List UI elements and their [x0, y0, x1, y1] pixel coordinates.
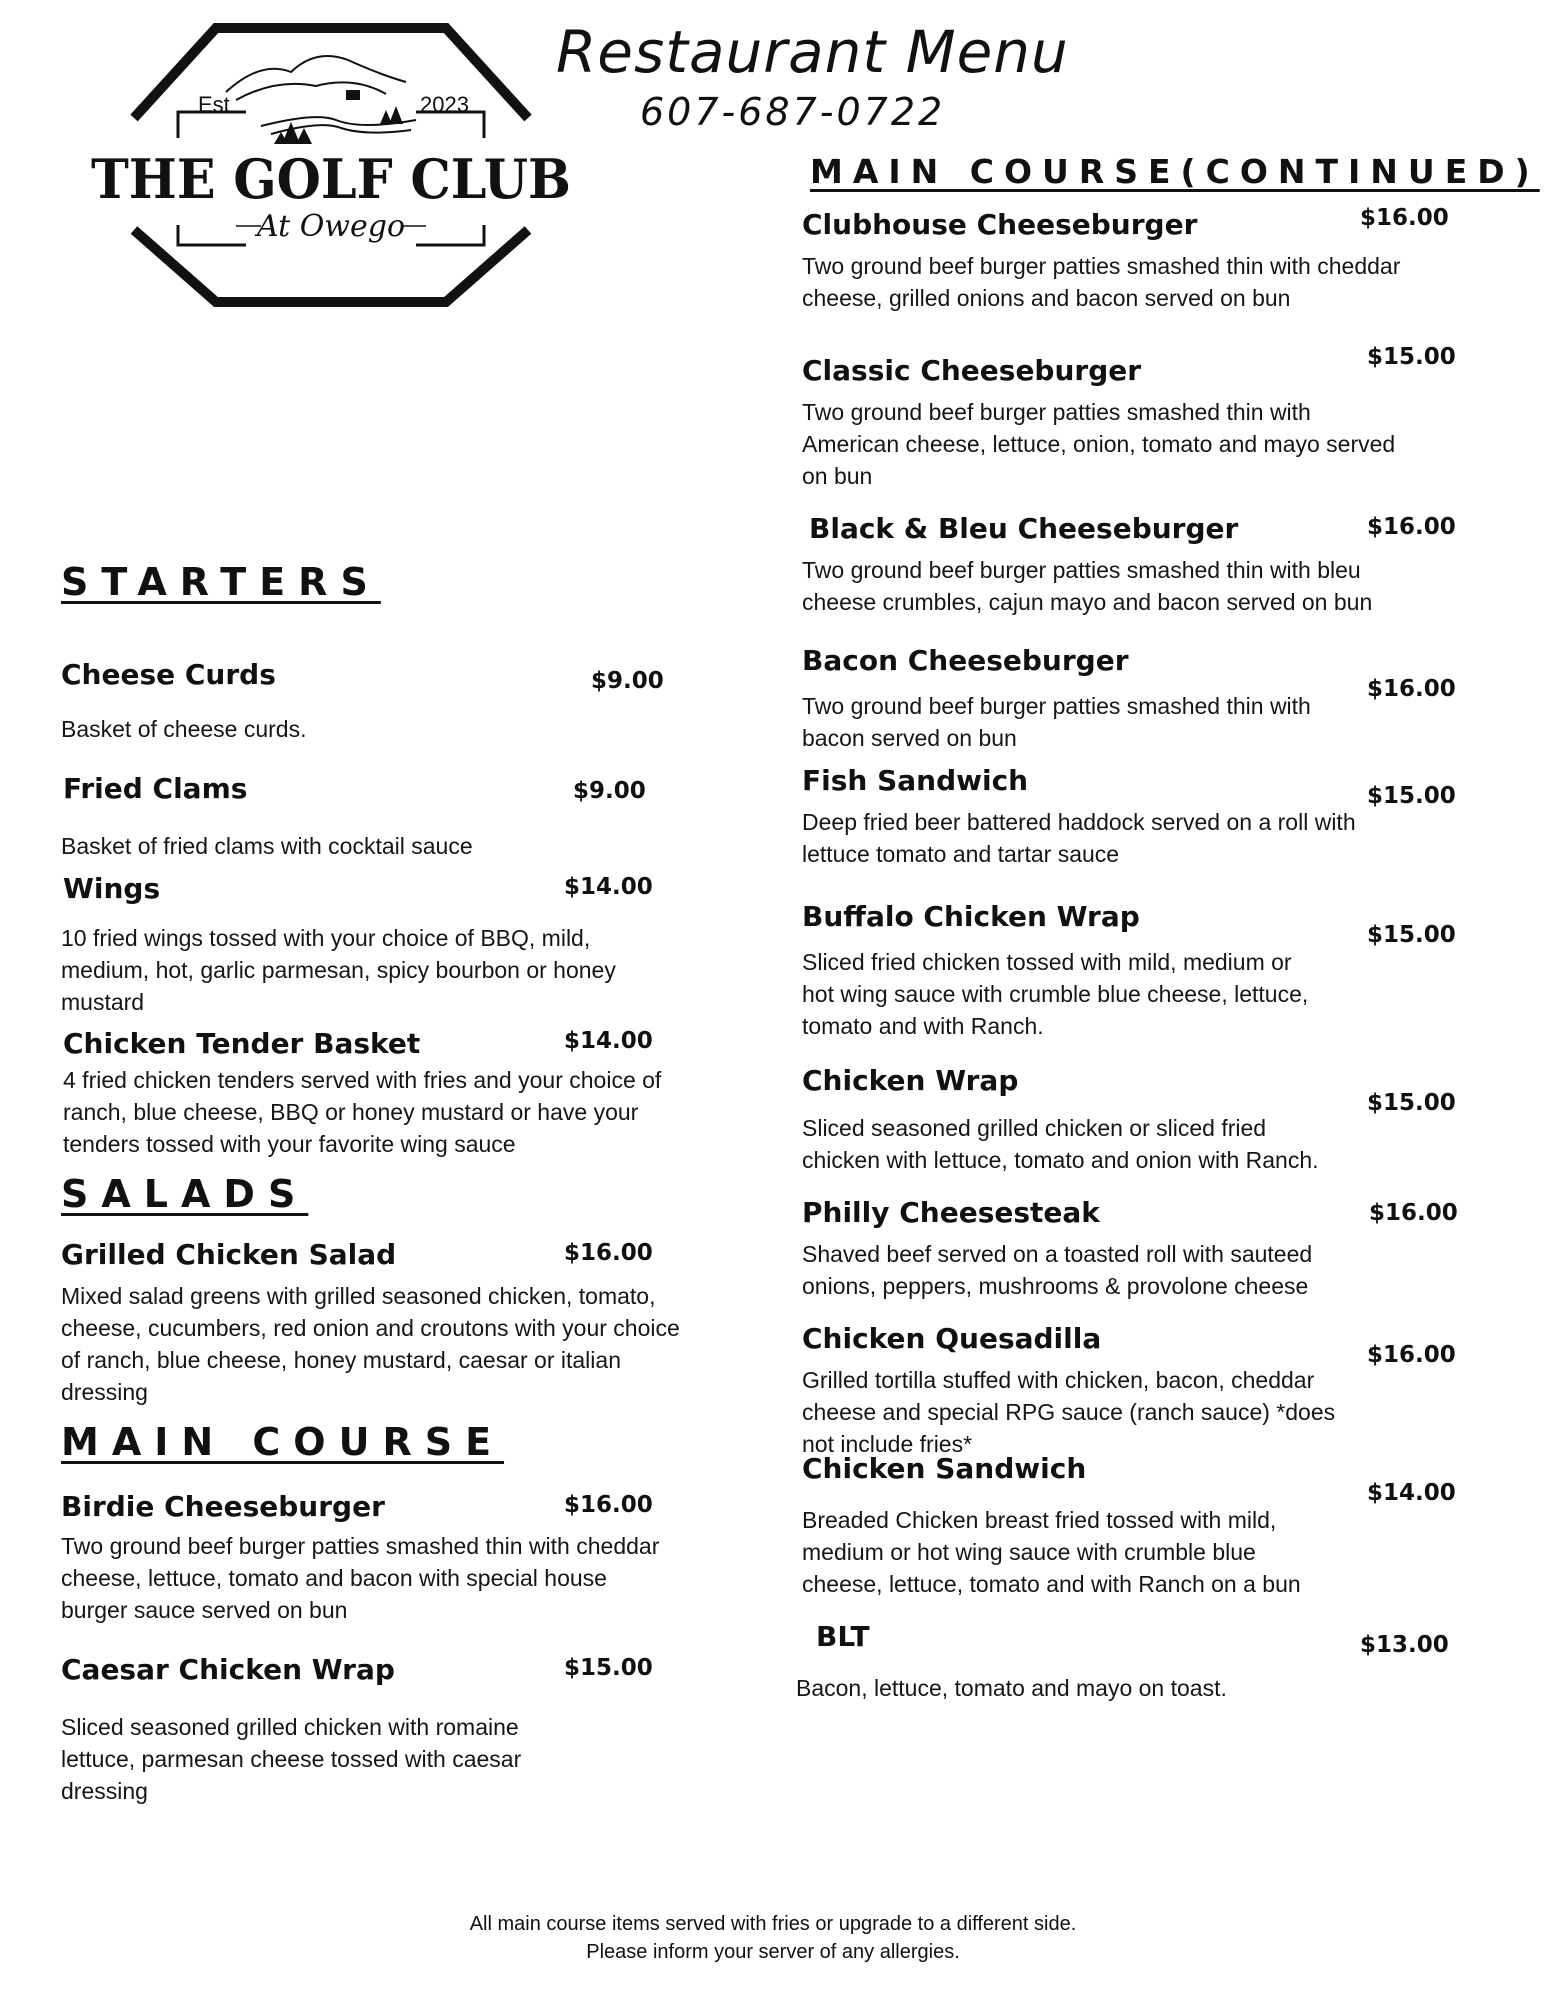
item-fried-clams-price: $9.00 [573, 778, 646, 804]
item-chicken-quesadilla-desc: Grilled tortilla stuffed with chicken, bacon, cheddar cheese and special RPG sauce (ranch sauce) *does not include fries* [802, 1367, 1336, 1457]
item-grilled-chicken-salad-price: $16.00 [564, 1240, 653, 1266]
item-bacon-cheeseburger-price: $16.00 [1367, 676, 1456, 702]
item-buffalo-chicken-wrap-desc: Sliced fried chicken tossed with mild, medium or hot wing sauce with crumble blue cheese, lettuce, tomato and with Ranch. [802, 949, 1309, 1039]
item-chicken-quesadilla-name: Chicken Quesadilla [802, 1322, 1102, 1355]
item-wings-desc: 10 fried wings tossed with your choice of BBQ, mild, medium, hot, garlic parmesan, spicy bourbon or honey mustard [61, 925, 616, 1015]
logo-emblem [86, 20, 576, 310]
item-blt-desc: Bacon, lettuce, tomato and mayo on toast. [796, 1675, 1227, 1701]
footer-notes [0, 1910, 1546, 1966]
item-birdie-cheeseburger-name: Birdie Cheeseburger [61, 1490, 385, 1523]
section-salads: SALADS [61, 1172, 309, 1216]
item-chicken-wrap-name: Chicken Wrap [802, 1064, 1019, 1097]
item-grilled-chicken-salad-desc: Mixed salad greens with grilled seasoned chicken, tomato, cheese, cucumbers, red onion and croutons with your choice of ranch, blue cheese, honey mustard, caesar or italian dressing [61, 1283, 680, 1405]
logo-year: 2023 [420, 92, 469, 117]
item-cheese-curds-price: $9.00 [591, 668, 664, 694]
item-clubhouse-cheeseburger-desc: Two ground beef burger patties smashed thin with cheddar cheese, grilled onions and bacon served on bun [802, 253, 1401, 311]
logo-subtitle: At Owego [256, 209, 406, 244]
item-fish-sandwich-desc: Deep fried beer battered haddock served on a roll with lettuce tomato and tartar sauce [802, 809, 1356, 867]
item-chicken-wrap-desc: Sliced seasoned grilled chicken or sliced fried chicken with lettuce, tomato and onion with Ranch. [802, 1115, 1319, 1173]
item-blt-name: BLT [816, 1620, 870, 1653]
item-fish-sandwich-name: Fish Sandwich [802, 764, 1029, 797]
item-classic-cheeseburger-desc: Two ground beef burger patties smashed thin with American cheese, lettuce, onion, tomato and mayo served on bun [802, 399, 1396, 489]
item-fried-clams-name: Fried Clams [63, 772, 248, 805]
item-chicken-quesadilla-price: $16.00 [1367, 1342, 1456, 1368]
phone-number: 607-687-0722 [640, 90, 946, 134]
section-main-course-continued: MAIN COURSE(CONTINUED) [810, 152, 1540, 191]
item-buffalo-chicken-wrap-name: Buffalo Chicken Wrap [802, 900, 1140, 933]
item-wings-name: Wings [63, 872, 161, 905]
item-chicken-sandwich-price: $14.00 [1367, 1480, 1456, 1506]
item-black-bleu-cheeseburger-desc: Two ground beef burger patties smashed thin with bleu cheese crumbles, cajun mayo and bacon served on bun [802, 557, 1373, 615]
item-fish-sandwich-price: $15.00 [1367, 783, 1456, 809]
logo-est-label: Est [198, 92, 230, 117]
item-classic-cheeseburger-name: Classic Cheeseburger [802, 354, 1142, 387]
item-clubhouse-cheeseburger-name: Clubhouse Cheeseburger [802, 208, 1198, 241]
item-classic-cheeseburger-price: $15.00 [1367, 344, 1456, 370]
item-fried-clams-desc: Basket of fried clams with cocktail sauce [61, 833, 473, 859]
item-wings-price: $14.00 [564, 874, 653, 900]
item-chicken-sandwich-desc: Breaded Chicken breast fried tossed with mild, medium or hot wing sauce with crumble blue cheese, lettuce, tomato and with Ranch on a bun [802, 1507, 1301, 1597]
item-caesar-chicken-wrap-name: Caesar Chicken Wrap [61, 1653, 395, 1686]
item-cheese-curds-name: Cheese Curds [61, 658, 276, 691]
item-black-bleu-cheeseburger-name: Black & Bleu Cheeseburger [809, 512, 1239, 545]
item-bacon-cheeseburger-desc: Two ground beef burger patties smashed thin with bacon served on bun [802, 693, 1311, 751]
item-philly-cheesesteak-name: Philly Cheesesteak [802, 1196, 1100, 1229]
item-birdie-cheeseburger-price: $16.00 [564, 1492, 653, 1518]
item-chicken-tender-basket-name: Chicken Tender Basket [63, 1027, 421, 1060]
item-caesar-chicken-wrap-desc: Sliced seasoned grilled chicken with romaine lettuce, parmesan cheese tossed with caesar dressing [61, 1714, 522, 1804]
item-cheese-curds-desc: Basket of cheese curds. [61, 716, 307, 742]
golf-club-logo [86, 20, 576, 310]
item-birdie-cheeseburger-desc: Two ground beef burger patties smashed thin with cheddar cheese, lettuce, tomato and bacon with special house burger sauce served on bun [61, 1533, 660, 1623]
item-clubhouse-cheeseburger-price: $16.00 [1360, 205, 1449, 231]
item-blt-price: $13.00 [1360, 1632, 1449, 1658]
section-main-course: MAIN COURSE [61, 1420, 505, 1464]
item-black-bleu-cheeseburger-price: $16.00 [1367, 514, 1456, 540]
item-philly-cheesesteak-desc: Shaved beef served on a toasted roll with sauteed onions, peppers, mushrooms & provolone cheese [802, 1241, 1313, 1299]
item-philly-cheesesteak-price: $16.00 [1369, 1200, 1458, 1226]
footer-line-1: All main course items served with fries or upgrade to a different side. [469, 1913, 1077, 1935]
footer-line-2: Please inform your server of any allergies. [586, 1941, 960, 1963]
item-buffalo-chicken-wrap-price: $15.00 [1367, 922, 1456, 948]
item-chicken-sandwich-name: Chicken Sandwich [802, 1452, 1087, 1485]
item-chicken-tender-basket-desc: 4 fried chicken tenders served with fries and your choice of ranch, blue cheese, BBQ or honey mustard or have your tenders tossed with your favorite wing sauce [63, 1067, 662, 1157]
item-caesar-chicken-wrap-price: $15.00 [564, 1655, 653, 1681]
item-bacon-cheeseburger-name: Bacon Cheeseburger [802, 644, 1129, 677]
item-chicken-wrap-price: $15.00 [1367, 1090, 1456, 1116]
item-chicken-tender-basket-price: $14.00 [564, 1028, 653, 1054]
item-grilled-chicken-salad-name: Grilled Chicken Salad [61, 1238, 397, 1271]
logo-name: THE GOLF CLUB [91, 147, 571, 211]
page-title: Restaurant Menu [556, 18, 1069, 86]
section-starters: STARTERS [61, 560, 381, 604]
